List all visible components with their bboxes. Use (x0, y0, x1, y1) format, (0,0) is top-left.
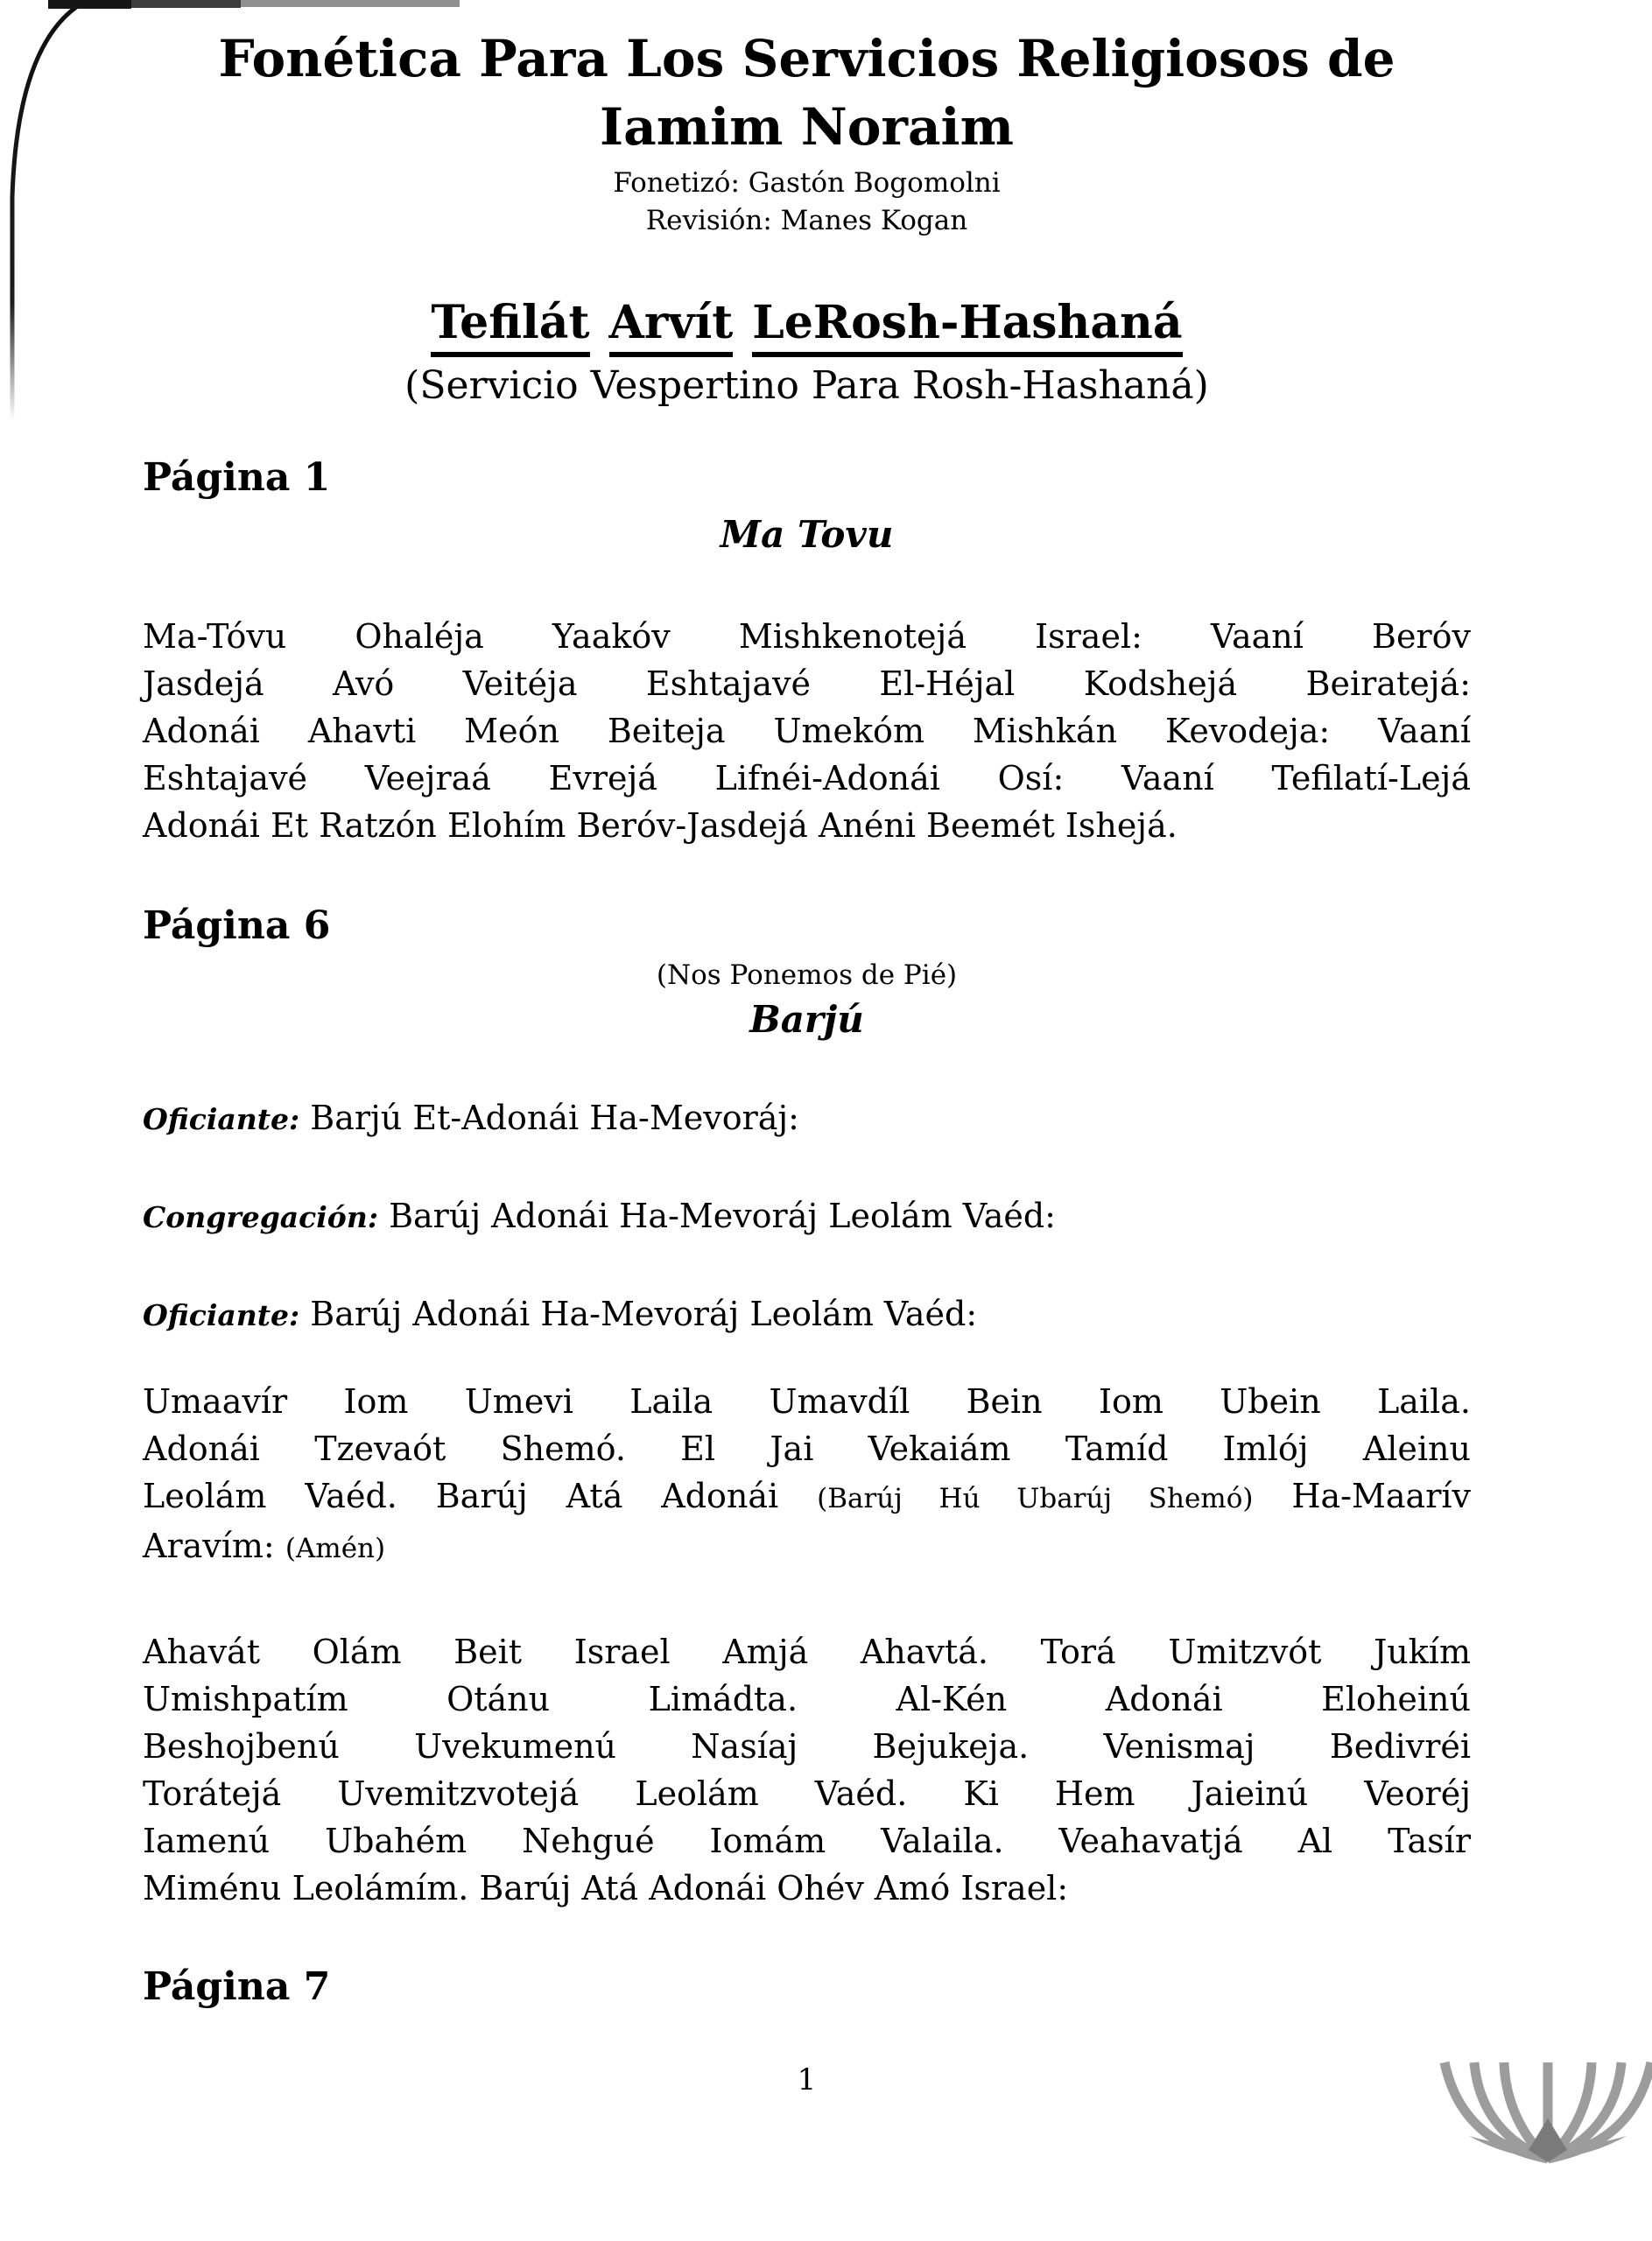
ma-tovu-paragraph (143, 613, 1471, 849)
text-segment: Ha-Maarív (1253, 1477, 1471, 1515)
page-1-label: Página 1 (143, 455, 331, 500)
text-line: Iamenú Ubahém Nehgué Iomám Valaila. Veahavatjá Al Tasír (143, 1822, 1471, 1860)
text-line: Umaavír Iom Umevi Laila Umavdíl Bein Iom Ubein Laila. (143, 1382, 1471, 1421)
text-line: Ma-Tóvu Ohaléja Yaakóv Mishkenotejá Israel: Vaaní Beróv (143, 617, 1471, 656)
document-title (143, 0, 1471, 161)
scan-edge-bar (48, 0, 131, 9)
dialogue-line (143, 1290, 1471, 1339)
text-line: Adonái Ahavti Meón Beiteja Umekóm Mishkán Kevodeja: Vaaní (143, 712, 1471, 750)
service-subtitle: (Servicio Vespertino Para Rosh-Hashaná) (404, 363, 1209, 408)
text-segment: Leolám Vaéd. Barúj Atá Adonái (143, 1477, 818, 1515)
text-segment: Aravím: (143, 1527, 285, 1565)
text-line: Adonái Tzevaót Shemó. El Jai Vekaiám Tamíd Imlój Aleinu (143, 1430, 1471, 1468)
document-content (143, 0, 1471, 2012)
text-line (143, 1522, 1471, 1572)
stand-instruction: (Nos Ponemos de Pié) (656, 959, 958, 991)
text-line: Jasdejá Avó Veitéja Eshtajavé El-Héjal Kodshejá Beiratejá: (143, 664, 1471, 703)
dialogue-line (143, 1192, 1471, 1241)
amen-response: (Amén) (285, 1533, 386, 1564)
whispered-response: (Barúj Hú Ubarúj Shemó) (817, 1483, 1254, 1514)
dialogue-text: Barúj Adonái Ha-Mevoráj Leolám Vaéd: (389, 1197, 1056, 1235)
title-line-1: Fonética Para Los Servicios Religiosos de (218, 29, 1395, 88)
service-heading (143, 296, 1471, 357)
page-6-label: Página 6 (143, 903, 331, 948)
speaker-label: Congregación: (143, 1200, 378, 1234)
barju-title: Barjú (749, 998, 864, 1041)
service-heading-word: Arvít (609, 296, 734, 357)
page-number: 1 (797, 2062, 817, 2097)
page-curl-line (0, 0, 114, 438)
credit-revision: Revisión: Manes Kogan (645, 205, 968, 236)
title-line-2: Iamim Noraim (600, 97, 1014, 157)
credit-phonetics: Fonetizó: Gastón Bogomolni (613, 167, 1001, 199)
service-heading-word: Tefilát (431, 296, 589, 357)
text-line: Miménu Leolámím. Barúj Atá Adonái Ohév Amó Israel: (143, 1869, 1069, 1907)
speaker-label: Oficiante: (143, 1102, 300, 1136)
page-7-label: Página 7 (143, 1964, 331, 2009)
text-line: Umishpatím Otánu Limádta. Al-Kén Adonái Eloheinú (143, 1680, 1471, 1718)
text-line: Beshojbenú Uvekumenú Nasíaj Bejukeja. Venismaj Bedivréi (143, 1727, 1471, 1766)
dialogue-line (143, 1094, 1471, 1143)
maariv-paragraph (143, 1378, 1471, 1572)
menorah-icon (1434, 2055, 1652, 2169)
text-line: Torátejá Uvemitzvotejá Leolám Vaéd. Ki Hem Jaieinú Veoréj (143, 1774, 1471, 1813)
text-line: Ahavát Olám Beit Israel Amjá Ahavtá. Torá Umitzvót Jukím (143, 1633, 1471, 1671)
dialogue-text: Barúj Adonái Ha-Mevoráj Leolám Vaéd: (310, 1295, 978, 1333)
service-heading-word: LeRosh-Hashaná (752, 296, 1182, 357)
text-line (143, 1472, 1471, 1522)
ahavat-olam-paragraph (143, 1628, 1471, 1912)
text-line: Adonái Et Ratzón Elohím Beróv-Jasdejá Anéni Beemét Ishejá. (143, 806, 1177, 845)
ma-tovu-title: Ma Tovu (720, 513, 894, 556)
text-line: Eshtajavé Veejraá Evrejá Lifnéi-Adonái Osí: Vaaní Tefilatí-Lejá (143, 759, 1471, 797)
credits (143, 165, 1471, 240)
dialogue-text: Barjú Et-Adonái Ha-Mevoráj: (310, 1099, 799, 1137)
speaker-label: Oficiante: (143, 1298, 300, 1332)
